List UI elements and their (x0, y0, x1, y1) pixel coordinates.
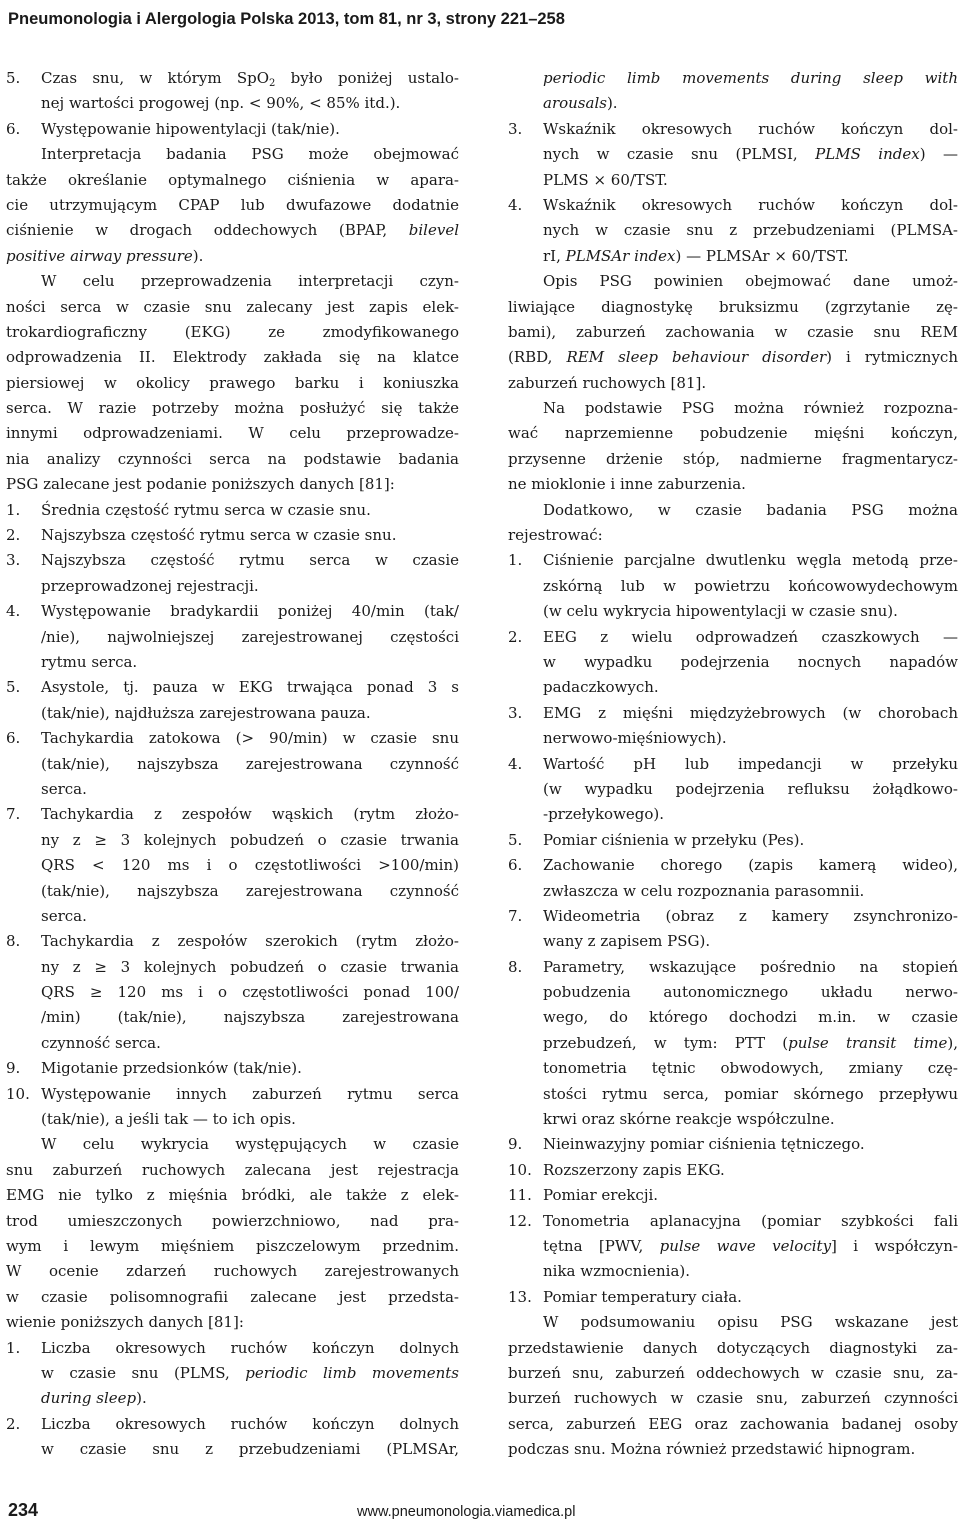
text-run: W celu wykrycia występujących w czasie (41, 1135, 459, 1154)
text-line (6, 218, 459, 243)
text-line (508, 574, 958, 599)
text-line (508, 269, 958, 294)
text-run: Występowanie hipowentylacji (tak/nie). (41, 119, 340, 138)
text-line (6, 1285, 459, 1310)
text-line (508, 345, 958, 370)
text-run: EMG nie tylko z mięśnia bródki, ale także z elek- (6, 1186, 459, 1205)
text-line (6, 1310, 459, 1335)
text-run: Wskaźnik okresowych ruchów kończyn dol- (543, 119, 958, 138)
text-line (6, 421, 459, 446)
text-run: Pomiar ciśnienia w przełyku (Pes). (543, 830, 805, 849)
text-run: ). (606, 94, 618, 113)
text-line (6, 523, 459, 548)
text-line (6, 1132, 459, 1157)
text-run: Wartość pH lub impedancji w przełyku (543, 754, 958, 773)
text-run: Najszybsza częstość rytmu serca w czasie snu. (41, 526, 397, 545)
text-run: (tak/nie), najdłuższa zarejestrowana pauza. (41, 703, 371, 722)
text-run: EMG z mięśni międzyżebrowych (w chorobach (543, 703, 958, 722)
text-run: innymi odprowadzeniami. W celu przeprowadze- (6, 424, 459, 443)
text-run: ). (136, 1389, 147, 1408)
text-line (6, 625, 459, 650)
text-line (508, 1005, 958, 1030)
text-line (508, 802, 958, 827)
list-number: 3. (508, 119, 523, 138)
subscript: 2 (269, 78, 276, 89)
text-line (508, 1132, 958, 1157)
text-run: przysenne drżenie stóp, nadmierne fragmentarycz- (508, 449, 958, 468)
text-run: QRS < 120 ms i o częstotliwości >100/min) (41, 856, 459, 875)
text-run: Ciśnienie parcjalne dwutlenku węgla metodą prze- (543, 551, 958, 570)
text-run: Liczba okresowych ruchów kończyn dolnych (41, 1414, 459, 1433)
text-run: EEG z wielu odprowadzeń czaszkowych — (543, 627, 958, 646)
text-line (6, 498, 459, 523)
list-number: 10. (6, 1084, 30, 1103)
text-line (508, 752, 958, 777)
text-line (508, 66, 958, 91)
footer-url: www.pneumonologia.viamedica.pl (357, 1504, 576, 1520)
text-run: Występowanie bradykardii poniżej 40/min (tak/ (41, 602, 459, 621)
text-line (6, 66, 459, 91)
text-line (508, 1310, 958, 1335)
text-run: Nieinwazyjny pomiar ciśnienia tętniczego. (543, 1135, 865, 1154)
list-number: 7. (6, 805, 21, 824)
text-line (6, 904, 459, 929)
italic-run: during sleep (41, 1389, 137, 1408)
text-line (6, 802, 459, 827)
text-run: W podsumowaniu opisu PSG wskazane jest (543, 1313, 958, 1332)
text-line (508, 1259, 958, 1284)
text-run: było poniżej ustalo- (275, 69, 459, 87)
text-line (6, 1107, 459, 1132)
list-number: 2. (508, 627, 523, 646)
text-line (508, 726, 958, 751)
text-line (508, 1209, 958, 1234)
list-number: 10. (508, 1160, 532, 1179)
text-run: (tak/nie), a jeśli tak — to ich opis. (41, 1110, 296, 1129)
text-line (6, 828, 459, 853)
text-run: tętna [PWV, (543, 1236, 660, 1255)
text-line (508, 193, 958, 218)
list-number: 5. (508, 830, 523, 849)
list-number: 9. (6, 1059, 21, 1078)
text-line (508, 1437, 958, 1462)
text-line (6, 1234, 459, 1259)
list-number: 4. (508, 195, 523, 214)
text-line (508, 1234, 958, 1259)
text-run: W celu przeprowadzenia interpretacji czyn- (41, 272, 459, 291)
text-run: /min) (tak/nie), najszybsza zarejestrowana (41, 1008, 459, 1027)
text-run: rI, (543, 246, 566, 265)
text-line (6, 1082, 459, 1107)
text-run: Wideometria (obraz z kamery zsynchronizo- (543, 906, 958, 925)
text-line (508, 701, 958, 726)
text-run: Tonometria aplanacyjna (pomiar szybkości fali (543, 1211, 958, 1230)
italic-run: periodic limb movements (245, 1363, 459, 1382)
text-line (6, 879, 459, 904)
list-number: 13. (508, 1287, 532, 1306)
text-run: serca, zaburzeń EEG oraz zachowania badanej osoby (508, 1414, 958, 1433)
text-run: W ocenie zdarzeń ruchowych zarejestrowanych (6, 1262, 459, 1281)
text-run: (w celu wykrycia hipowentylacji w czasie snu). (543, 602, 898, 621)
text-run: czynność serca. (41, 1033, 161, 1052)
text-line (508, 1386, 958, 1411)
list-number: 4. (6, 602, 21, 621)
text-line (508, 1031, 958, 1056)
text-run: pobudzenia autonomicznego układu nerwo- (543, 983, 958, 1002)
text-run: ). (192, 246, 204, 265)
page-number: 234 (8, 1500, 39, 1520)
text-line (6, 1412, 459, 1437)
text-line (508, 1361, 958, 1386)
text-line (6, 599, 459, 624)
text-run: serca. (41, 906, 87, 925)
text-line (508, 929, 958, 954)
text-line (6, 269, 459, 294)
text-line (508, 625, 958, 650)
text-line (6, 447, 459, 472)
list-number: 8. (6, 932, 21, 951)
text-run: ny z ≥ 3 kolejnych pobudzeń o czasie trwania (41, 957, 459, 976)
text-line (508, 371, 958, 396)
text-run: tonometria tętnic obwodowych, zmiany czę- (543, 1059, 958, 1078)
text-run: cie utrzymującym CPAP lub dwufazowe dodatnie (6, 195, 459, 214)
text-line (508, 1056, 958, 1081)
left-column (6, 66, 459, 1462)
text-line (508, 904, 958, 929)
text-run: Najszybsza częstość rytmu serca w czasie (41, 551, 459, 570)
list-number: 5. (6, 678, 21, 697)
text-line (508, 320, 958, 345)
text-run: Interpretacja badania PSG może obejmować (41, 145, 459, 164)
text-run: wany z zapisem PSG). (543, 932, 711, 951)
text-line (6, 1386, 459, 1411)
italic-run: REM sleep behaviour disorder (566, 348, 827, 367)
text-run: w czasie snu (PLMS, (41, 1363, 246, 1382)
text-line (6, 1437, 459, 1462)
text-line (508, 168, 958, 193)
text-line (508, 879, 958, 904)
text-run: ny z ≥ 3 kolejnych pobudzeń o czasie trwania (41, 830, 459, 849)
text-line (508, 91, 958, 116)
text-run: zskórną lub w powietrzu końcowowydechowym (543, 576, 958, 595)
text-run: także określanie optymalnego ciśnienia w apara- (6, 170, 459, 189)
text-line (6, 244, 459, 269)
text-line (6, 345, 459, 370)
text-run: wać naprzemienne pobudzenie mięśni kończyn, (508, 424, 958, 443)
text-line (508, 1183, 958, 1208)
text-run: serca. (41, 779, 87, 798)
text-line (508, 955, 958, 980)
text-line (6, 168, 459, 193)
text-line (6, 472, 459, 497)
text-run: Rozszerzony zapis EKG. (543, 1160, 725, 1179)
journal-header-bar (0, 0, 960, 44)
text-line (6, 117, 459, 142)
text-line (508, 1082, 958, 1107)
text-run: PLMS × 60/TST. (543, 170, 668, 189)
text-line (508, 599, 958, 624)
text-run: nerwowo-mięśniowych). (543, 729, 727, 748)
text-line (6, 371, 459, 396)
text-line (508, 396, 958, 421)
text-line (6, 396, 459, 421)
list-number: 3. (508, 703, 523, 722)
text-run: nej wartości progowej (np. < 90%, < 85% itd.). (41, 94, 401, 113)
text-line (508, 675, 958, 700)
text-run: nika wzmocnienia). (543, 1262, 691, 1281)
text-run: burzeń snu, zaburzeń oddechowych w czasie snu, za- (508, 1363, 958, 1382)
text-run: wego, do którego dochodzi m.in. w czasie (543, 1008, 958, 1027)
text-run: Parametry, wskazujące pośrednio na stopień (543, 957, 958, 976)
italic-run: periodic limb movements during sleep with (543, 69, 958, 87)
text-line (508, 777, 958, 802)
text-line (508, 650, 958, 675)
list-number: 8. (508, 957, 523, 976)
text-run: stości rytmu serca, pomiar skórnego przepływu (543, 1084, 958, 1103)
list-number: 1. (6, 1338, 21, 1357)
text-line (508, 523, 958, 548)
list-number: 2. (6, 1414, 21, 1433)
text-line (6, 726, 459, 751)
text-line (6, 1158, 459, 1183)
list-number: 6. (508, 856, 523, 875)
journal-header: Pneumonologia i Alergologia Polska 2013, tom 81, nr 3, strony 221–258 (8, 10, 565, 28)
text-run: trod umieszczonych powierzchniowo, nad pra- (6, 1211, 459, 1230)
text-line (508, 244, 958, 269)
text-line (508, 1285, 958, 1310)
list-number: 11. (508, 1186, 532, 1205)
text-run: zwłaszcza w celu rozpoznania parasomnii. (543, 881, 865, 900)
text-run: snu zaburzeń ruchowych zalecana jest rejestracja (6, 1160, 459, 1179)
text-line (6, 853, 459, 878)
text-run: Tachykardia z zespołów szerokich (rytm złożo- (41, 932, 459, 951)
text-line (6, 548, 459, 573)
text-run: przeprowadzonej rejestracji. (41, 576, 259, 595)
italic-run: arousals (543, 94, 607, 113)
text-line (6, 1259, 459, 1284)
text-line (6, 142, 459, 167)
text-run: ) i rytmicznych (826, 348, 958, 367)
italic-run: pulse wave velocity (659, 1236, 832, 1255)
text-line (508, 828, 958, 853)
text-run: serca. W razie potrzeby można posłużyć się także (6, 399, 459, 418)
text-run: Na podstawie PSG można również rozpozna- (543, 399, 958, 418)
text-run: ne mioklonie i inne zaburzenia. (508, 475, 746, 494)
text-run: Czas snu, w którym SpO (41, 69, 270, 87)
text-line (508, 1336, 958, 1361)
text-run: padaczkowych. (543, 678, 659, 697)
list-number: 12. (508, 1211, 532, 1230)
text-run: /nie), najwolniejszej zarejestrowanej częstości (41, 627, 459, 646)
text-run: nych w czasie snu z przebudzeniami (PLMSA- (543, 221, 958, 240)
text-run: Opis PSG powinien obejmować dane umoż- (543, 272, 958, 291)
text-run: odprowadzenia II. Elektrody zakłada się na klatce (6, 348, 459, 367)
list-number: 2. (6, 526, 21, 545)
text-run: Tachykardia z zespołów wąskich (rytm złożo- (41, 805, 459, 824)
text-run: Wskaźnik okresowych ruchów kończyn dol- (543, 195, 958, 214)
text-run: (tak/nie), najszybsza zarejestrowana czynność (41, 881, 459, 900)
text-line (6, 91, 459, 116)
text-run: Pomiar erekcji. (543, 1186, 659, 1205)
list-number: 6. (6, 119, 21, 138)
text-line (6, 320, 459, 345)
list-number: 7. (508, 906, 523, 925)
italic-run: positive airway pressure (6, 246, 193, 265)
text-run: PSG zalecane jest podanie poniższych danych [81]: (6, 475, 395, 494)
text-line (508, 142, 958, 167)
text-run: przedstawienie danych dotyczących diagnostyki za- (508, 1338, 958, 1357)
text-run: rejestrować: (508, 526, 603, 545)
text-run: w czasie snu z przebudzeniami (PLMSAr, (41, 1440, 459, 1459)
text-run: (tak/nie), najszybsza zarejestrowana czynność (41, 754, 459, 773)
italic-run: PLMS index (815, 145, 920, 164)
text-run: -przełykowego). (543, 805, 665, 824)
text-line (508, 1412, 958, 1437)
text-run: w wypadku podejrzenia nocnych napadów (543, 652, 958, 671)
text-run: Występowanie innych zaburzeń rytmu serca (41, 1084, 459, 1103)
text-run: ciśnienie w drogach oddechowych (BPAP, (6, 221, 409, 240)
italic-run: PLMSAr index (565, 246, 676, 265)
text-line (6, 1005, 459, 1030)
text-run: zaburzeń ruchowych [81]. (508, 373, 707, 392)
text-run: Pomiar temperatury ciała. (543, 1287, 742, 1306)
text-run: piersiowej w okolicy prawego barku i koniuszka (6, 373, 459, 392)
text-line (6, 1336, 459, 1361)
text-run: wienie poniższych danych [81]: (6, 1313, 244, 1332)
text-run: (RBD, (508, 348, 567, 367)
text-line (6, 1361, 459, 1386)
text-run: ) — PLMSAr × 60/TST. (675, 246, 849, 265)
text-run: Migotanie przedsionków (tak/nie). (41, 1059, 302, 1078)
text-run: bami), zaburzeń zachowania w czasie snu REM (508, 322, 958, 341)
text-run: Asystole, tj. pauza w EKG trwająca ponad 3 s (41, 678, 459, 697)
list-number: 1. (6, 500, 21, 519)
text-line (6, 701, 459, 726)
text-line (6, 980, 459, 1005)
text-line (508, 117, 958, 142)
text-line (6, 955, 459, 980)
italic-run: bilevel (408, 221, 459, 240)
text-line (508, 498, 958, 523)
text-run: Dodatkowo, w czasie badania PSG można (543, 500, 958, 519)
list-number: 4. (508, 754, 523, 773)
text-line (508, 472, 958, 497)
text-line (6, 574, 459, 599)
text-line (508, 218, 958, 243)
text-run: liwiające diagnostykę bruksizmu (zgrzytanie zę- (508, 297, 958, 316)
text-line (508, 548, 958, 573)
text-run: wym i lewym mięśniem piszczelowym przednim. (6, 1236, 459, 1255)
text-line (6, 1031, 459, 1056)
text-line (508, 853, 958, 878)
text-line (508, 1158, 958, 1183)
list-number: 9. (508, 1135, 523, 1154)
text-run: przebudzeń, w tym: PTT ( (543, 1033, 789, 1052)
text-line (508, 421, 958, 446)
list-number: 6. (6, 729, 21, 748)
list-number: 3. (6, 551, 21, 570)
right-column (508, 66, 958, 1462)
text-run: (w wypadku podejrzenia refluksu żołądkowo- (543, 779, 958, 798)
text-run: Zachowanie chorego (zapis kamerą wideo), (543, 856, 958, 875)
text-run: ] i współczyn- (831, 1236, 958, 1255)
text-line (6, 1209, 459, 1234)
text-line (6, 1056, 459, 1081)
text-run: Liczba okresowych ruchów kończyn dolnych (41, 1338, 459, 1357)
italic-run: pulse transit time (788, 1033, 948, 1052)
text-line (6, 777, 459, 802)
text-run: burzeń ruchowych w czasie snu, zaburzeń czynności (508, 1389, 958, 1408)
text-run: ), (947, 1033, 958, 1052)
text-line (6, 295, 459, 320)
text-line (6, 752, 459, 777)
text-line (6, 929, 459, 954)
text-run: podczas snu. Można również przedstawić hipnogram. (508, 1440, 916, 1459)
text-run: w czasie polisomnografii zalecane jest przedsta- (6, 1287, 459, 1306)
text-run: nia analizy czynności serca na podstawie badania (6, 449, 459, 468)
text-line (508, 447, 958, 472)
text-line (6, 650, 459, 675)
text-run: Średnia częstość rytmu serca w czasie snu. (41, 500, 371, 519)
text-line (6, 1183, 459, 1208)
text-run: ności serca w czasie snu zalecany jest zapis elek- (6, 297, 459, 316)
text-run: nych w czasie snu (PLMSI, (543, 145, 816, 164)
text-run: krwi oraz skórne reakcje współczulne. (543, 1110, 835, 1129)
text-line (508, 295, 958, 320)
text-line (6, 675, 459, 700)
text-line (6, 193, 459, 218)
text-run: QRS ≥ 120 ms i o częstotliwości ponad 100/ (41, 983, 459, 1002)
text-run: Tachykardia zatokowa (> 90/min) w czasie snu (41, 729, 459, 748)
list-number: 5. (6, 69, 21, 87)
text-run: ) — (919, 145, 958, 164)
text-run: rytmu serca. (41, 652, 138, 671)
text-line (508, 1107, 958, 1132)
text-line (508, 980, 958, 1005)
text-run: trokardiograficzny (EKG) ze zmodyfikowanego (6, 322, 459, 341)
list-number: 1. (508, 551, 523, 570)
